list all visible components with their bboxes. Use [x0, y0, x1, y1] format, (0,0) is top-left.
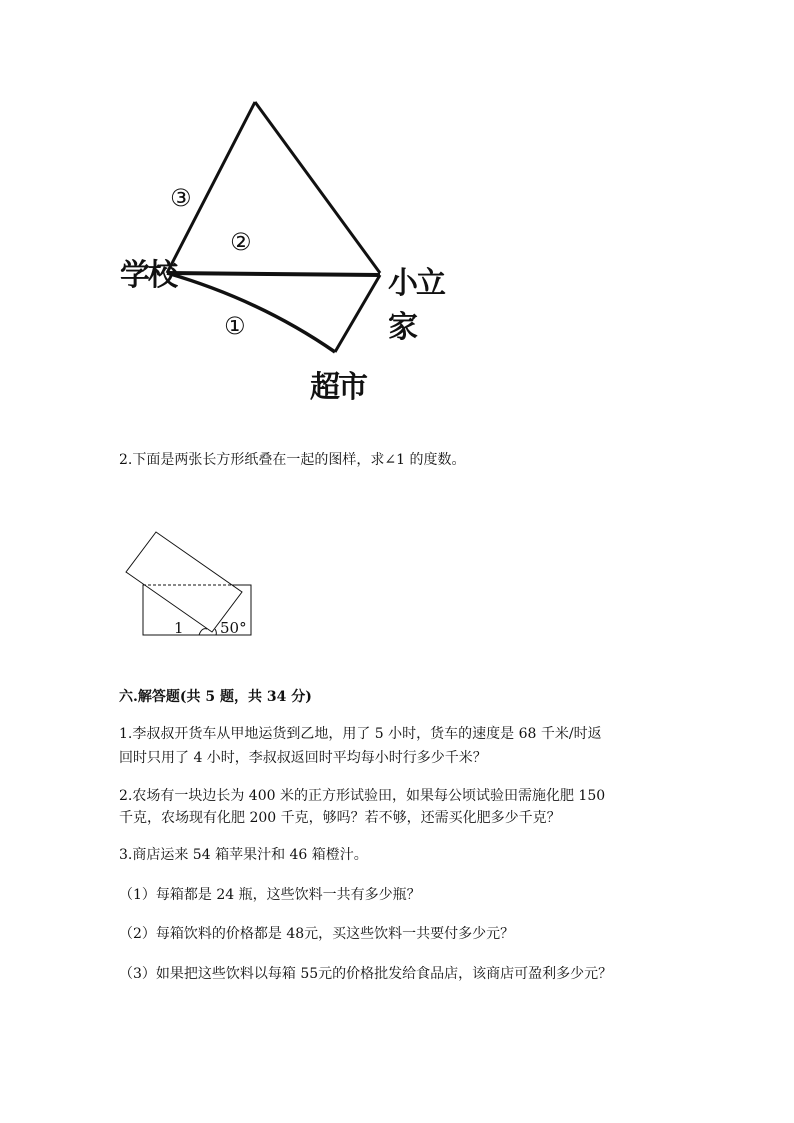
route-3-label: ③	[170, 184, 192, 212]
angle-50-label: 50°	[220, 619, 247, 637]
problem-3-intro: 3.商店运来 54 箱苹果汁和 46 箱橙汁。	[119, 847, 368, 863]
school-label: 学校	[120, 258, 176, 293]
angle-1-arc	[199, 629, 207, 635]
route-1-line-b	[335, 275, 380, 352]
route-1-label: ①	[224, 312, 246, 340]
route-figure	[110, 90, 460, 420]
route-1-line-a	[167, 273, 335, 352]
question-2-prompt: 2.下面是两张长方形纸叠在一起的图样，求∠1 的度数。	[119, 452, 466, 468]
problem-2-line-2: 千克，农场现有化肥 200 千克，够吗？若不够，还需买化肥多少千克？	[119, 810, 561, 826]
angle-1-label: 1	[174, 619, 184, 637]
angle-50-arc	[215, 629, 216, 635]
section-6-title: 六.解答题(共 5 题，共 34 分)	[119, 689, 312, 705]
problem-3-sub-1: （1）每箱都是 24 瓶，这些饮料一共有多少瓶？	[119, 887, 421, 903]
problem-3-sub-3: （3）如果把这些饮料以每箱 55元的价格批发给食品店，该商店可盈利多少元？	[119, 966, 613, 982]
route-3-line-b	[255, 102, 380, 273]
home-label: 小立家	[388, 266, 444, 345]
route-2-line	[167, 273, 380, 275]
route-2-label: ②	[230, 228, 252, 256]
problem-3-sub-2: （2）每箱饮料的价格都是 48元，买这些饮料一共要付多少元？	[119, 926, 515, 942]
supermarket-label: 超市	[310, 370, 366, 405]
rectangles-figure	[118, 520, 268, 645]
problem-2-line-1: 2.农场有一块边长为 400 米的正方形试验田，如果每公顷试验田需施化肥 150	[119, 788, 606, 804]
problem-1-line-2: 回时只用了 4 小时，李叔叔返回时平均每小时行多少千米？	[119, 750, 487, 766]
problem-1-line-1: 1.李叔叔开货车从甲地运货到乙地，用了 5 小时，货车的速度是 68 千米/时返	[119, 726, 602, 742]
